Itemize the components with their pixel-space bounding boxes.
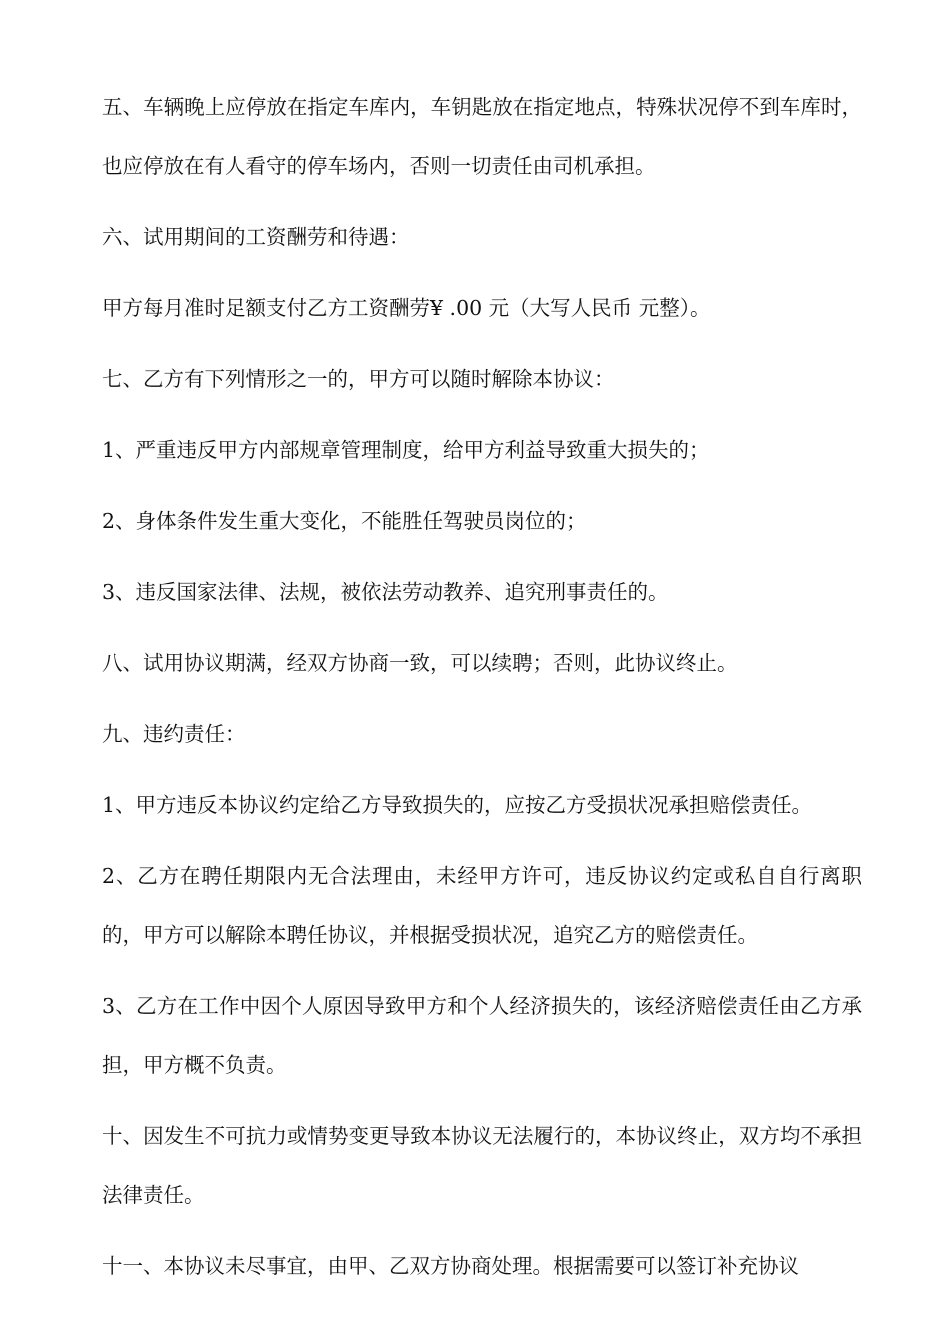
clause-9-item-2: 2、乙方在聘任期限内无合法理由，未经甲方许可，违反协议约定或私自自行离职的，甲方可以解除本聘任协议，并根据受损状况，追究乙方的赔偿责任。 [102,864,862,947]
clause-8-renewal: 八、试用协议期满，经双方协商一致，可以续聘；否则，此协议终止。 [102,651,738,675]
clause-5-vehicle-parking: 五、车辆晚上应停放在指定车库内，车钥匙放在指定地点，特殊状况停不到车库时，也应停放在有人看守的停车场内，否则一切责任由司机承担。 [102,95,862,178]
clause-9-item-1: 1、甲方违反本协议约定给乙方导致损失的，应按乙方受损状况承担赔偿责任。 [102,793,813,817]
clause-6-heading-salary: 六、试用期间的工资酬劳和待遇： [102,225,410,249]
clause-9-item-3: 3、乙方在工作中因个人原因导致甲方和个人经济损失的，该经济赔偿责任由乙方承担，甲方概不负责。 [102,994,862,1077]
clause-7-item-3: 3、违反国家法律、法规，被依法劳动教养、追究刑事责任的。 [102,580,669,604]
document-body [102,78,862,1308]
clause-7-item-1: 1、严重违反甲方内部规章管理制度，给甲方利益导致重大损失的； [102,438,710,462]
clause-10-force-majeure: 十、因发生不可抗力或情势变更导致本协议无法履行的，本协议终止，双方均不承担法律责任。 [102,1124,862,1207]
clause-9-heading-liability: 九、违约责任： [102,722,246,746]
clause-7-heading-termination: 七、乙方有下列情形之一的，甲方可以随时解除本协议： [102,367,615,391]
clause-6-salary-text: 甲方每月准时足额支付乙方工资酬劳¥ .00 元（大写人民币 元整）。 [102,296,711,320]
clause-7-item-2: 2、身体条件发生重大变化，不能胜任驾驶员岗位的； [102,509,587,533]
clause-11-supplementary: 十一、本协议未尽事宜，由甲、乙双方协商处理。根据需要可以签订补充协议 [102,1254,799,1278]
